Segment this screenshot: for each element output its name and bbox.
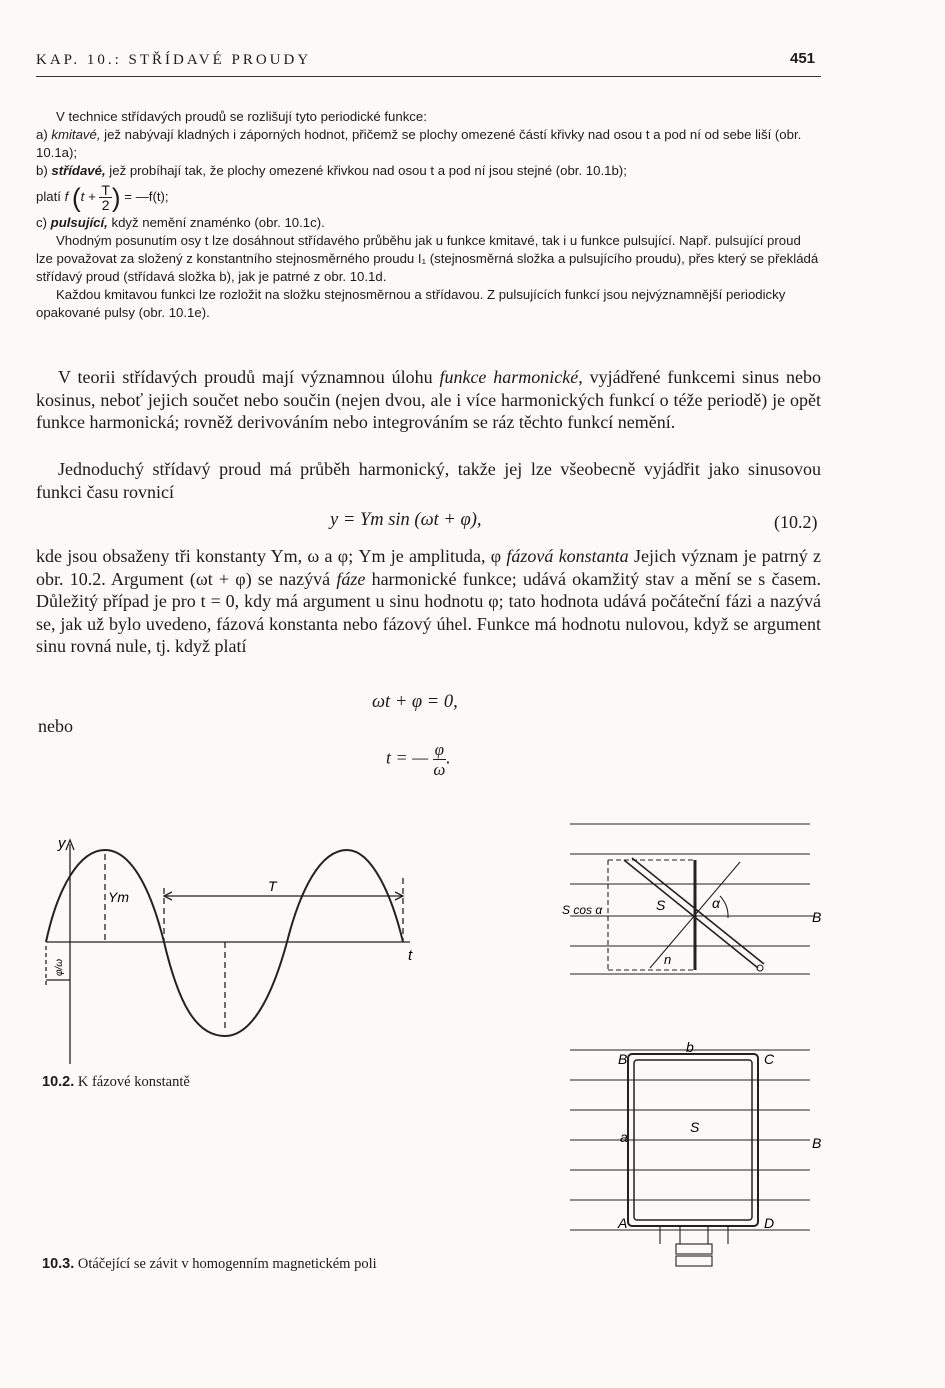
slip-ring-2 [676, 1256, 712, 1266]
figure-10-3-bottom [560, 1030, 820, 1270]
corner-a-label: A [618, 1215, 628, 1231]
item-c: c) pulsující, když nemění znaménko (obr. 10.1c). [36, 215, 325, 230]
alpha-arc [720, 896, 728, 918]
area-label-bottom: S [690, 1119, 700, 1135]
figure-10-2 [30, 836, 460, 1066]
alpha-label: α [712, 895, 720, 911]
equation-number: (10.2) [774, 512, 818, 532]
b-label-top: B [812, 909, 822, 925]
phase-label: φ/ω [54, 958, 65, 976]
area-label-top: S [656, 897, 666, 913]
caption-10-3: 10.3. Otáčející se závit v homogenním magnetickém poli [42, 1256, 377, 1272]
loop-leads [660, 1226, 728, 1244]
small-print-block [36, 108, 821, 322]
equation-main: y = Ym sin (ωt + φ), [330, 510, 482, 530]
loop-side-1 [624, 860, 758, 968]
item-a-term: kmitavé, [51, 127, 101, 142]
b-label-bottom: B [812, 1135, 822, 1151]
corner-d-label: D [764, 1215, 775, 1231]
item-b-term: střídavé, [51, 163, 106, 178]
term-harmonic: funkce harmonické, [439, 367, 583, 387]
t-label: t [408, 947, 413, 964]
normal-label: n [664, 952, 672, 967]
running-title: KAP. 10.: STŘÍDAVÉ PROUDY [36, 52, 312, 68]
side-b-label: b [686, 1039, 694, 1055]
intro-line: V technice střídavých proudů se rozlišují tyto periodické funkce: [56, 109, 427, 124]
corner-b-label: B [618, 1051, 628, 1067]
item-b-formula: platí f (t + $\frac{T}{2}$ ) = —f(t); [36, 182, 169, 213]
ym-label: Ym [108, 889, 129, 905]
item-c-term: pulsující, [50, 215, 108, 230]
y-label: y [58, 835, 66, 852]
page-number: 451 [790, 50, 816, 67]
side-a-label: a [620, 1129, 628, 1145]
main-paragraph-2: Jednoduchý střídavý proud má průběh harmonický, takže jej lze všeobecně vyjádřit jako sinusovou funkci času rovnicí [36, 459, 821, 502]
scos-label: S cos α [562, 903, 603, 917]
header-rule [36, 76, 821, 77]
small-paragraph-1: Vhodným posunutím osy t lze dosáhnout střídavého průběhu jak u funkce kmitavé, tak i u funkce pulsující. Např. pulsující proud lze považovat za složený z konstantního stejnosměrného proudu I₁ (stejnosměrná složka a pulsujícího proudu), přes který se překládá střídavý proud (střídavá složka b), jak je patrné z obr. 10.1d. [36, 233, 819, 284]
small-paragraph-2: Každou kmitavou funkci lze rozložit na složku stejnosměrnou a střídavou. Z pulsujících funkcí jsou nejvýznamnější periodicky opakované pulsy (obr. 10.1e). [36, 287, 786, 320]
equation-3: t = — $\frac{\varphi}{\omega}$ . [386, 740, 451, 779]
equation-2: ωt + φ = 0, [372, 692, 458, 712]
figure-10-3-top [560, 818, 820, 978]
item-b: b) střídavé, jež probíhají tak, že plochy omezené křivkou nad osou t a pod ní jsou stejné (obr. 10.1b); [36, 163, 627, 178]
item-a: a) kmitavé, jež nabývají kladných i záporných hodnot, přičemž se plochy omezené částí křivky nad osou t a pod ní od sebe liší (obr. 10.1a); [36, 127, 802, 160]
caption-10-2: 10.2. K fázové konstantě [42, 1074, 190, 1090]
slip-ring-1 [676, 1244, 712, 1254]
corner-c-label: C [764, 1051, 775, 1067]
nebo-word: nebo [38, 716, 73, 736]
main-paragraph-3: kde jsou obsaženy tři konstanty Ym, ω a φ; Ym je amplituda, φ fázová konstanta Jejich význam je patrný z obr. 10.2. Argument (ωt + φ) se nazývá fáze harmonické funkce; udává okamžitý stav a mění se s časem. Důležitý případ je pro t = 0, kdy má argument u sinu hodnotu φ; tato hodnota udává počáteční fázi a nazývá se, jak už bylo uvedeno, fázová konstanta nebo fázový úhel. Funkce má hodnotu nulovou, když se argument sinu rovná nule, tj. když platí [36, 546, 821, 656]
main-paragraph-1: V teorii střídavých proudů mají významnou úlohu funkce harmonické, vyjádřené funkcemi sinus nebo kosinus, neboť jejich součet nebo součin (nejen dvou, ale i více harmonických funkcí o téže periodě) je opět funkce harmonická; rovněž derivováním nebo integrováním se ráz těchto funkcí nemění. [36, 367, 822, 432]
period-label: T [268, 878, 277, 894]
